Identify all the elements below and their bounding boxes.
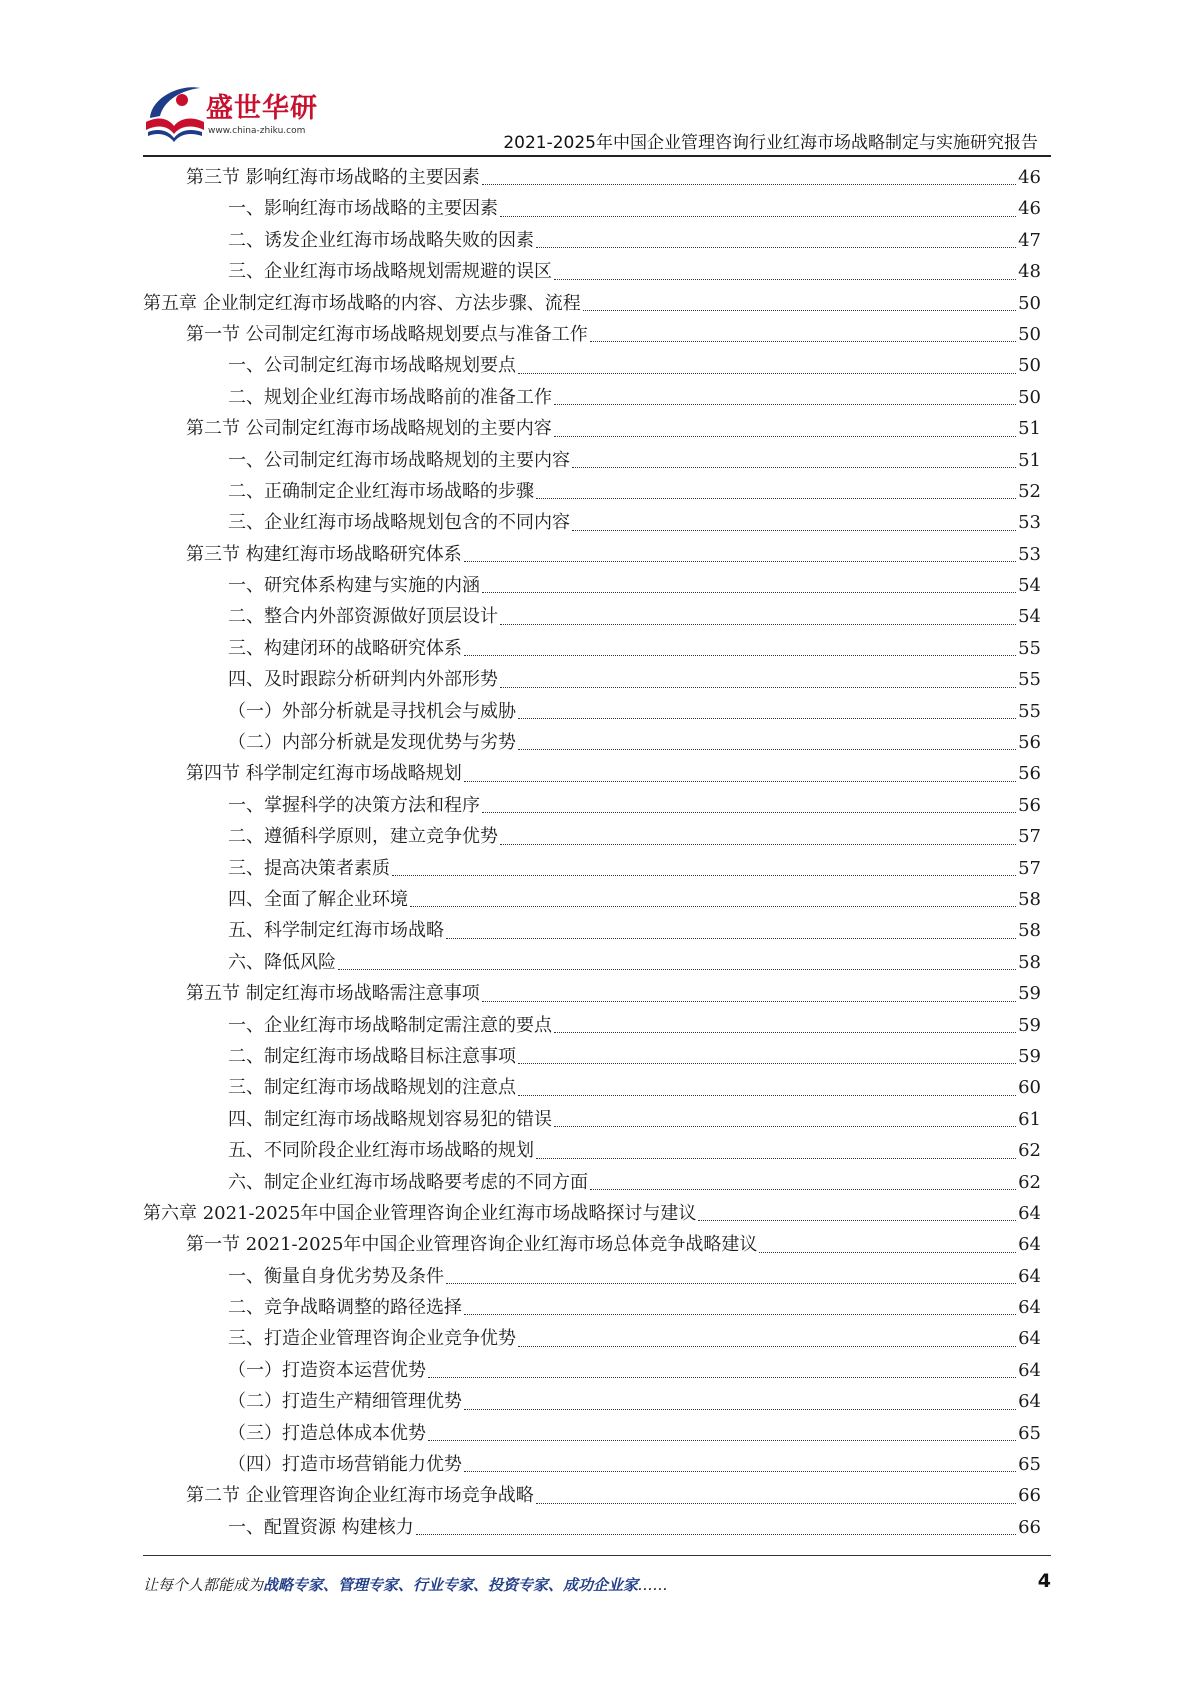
toc-entry-page: 59 bbox=[1018, 1014, 1041, 1036]
toc-entry[interactable] bbox=[143, 319, 1041, 350]
toc-entry-page: 53 bbox=[1018, 543, 1041, 565]
toc-dot-leader bbox=[518, 1094, 1016, 1096]
toc-entry[interactable] bbox=[143, 853, 1041, 884]
toc-entry[interactable] bbox=[143, 225, 1041, 256]
toc-entry-label: 三、提高决策者素质 bbox=[228, 857, 390, 879]
toc-entry-page: 66 bbox=[1018, 1516, 1041, 1538]
toc-dot-leader bbox=[554, 278, 1016, 280]
toc-entry[interactable] bbox=[143, 601, 1041, 632]
toc-entry[interactable] bbox=[143, 1072, 1041, 1103]
toc-entry-label: 二、规划企业红海市场战略前的准备工作 bbox=[228, 386, 552, 408]
toc-entry-page: 64 bbox=[1018, 1328, 1041, 1350]
page-header bbox=[0, 0, 1191, 160]
toc-entry-label: 一、掌握科学的决策方法和程序 bbox=[228, 794, 480, 816]
toc-entry-label: （二）内部分析就是发现优势与劣势 bbox=[228, 732, 516, 754]
toc-entry-page: 58 bbox=[1018, 920, 1041, 942]
toc-entry[interactable] bbox=[143, 539, 1041, 570]
toc-entry-page: 62 bbox=[1018, 1171, 1041, 1193]
toc-entry-label: 五、不同阶段企业红海市场战略的规划 bbox=[228, 1140, 534, 1162]
toc-dot-leader bbox=[536, 497, 1016, 499]
toc-entry-label: 第二节 企业管理咨询企业红海市场竞争战略 bbox=[186, 1485, 534, 1507]
toc-entry-label: （一）外部分析就是寻找机会与威胁 bbox=[228, 700, 516, 722]
toc-entry-label: 第三节 构建红海市场战略研究体系 bbox=[186, 543, 462, 565]
toc-dot-leader bbox=[536, 1502, 1016, 1504]
toc-entry[interactable] bbox=[143, 1355, 1041, 1386]
toc-entry-page: 56 bbox=[1018, 763, 1041, 785]
toc-dot-leader bbox=[464, 1313, 1016, 1315]
toc-entry-label: 四、全面了解企业环境 bbox=[228, 888, 408, 910]
toc-entry-label: 一、衡量自身优劣势及条件 bbox=[228, 1265, 444, 1287]
toc-entry[interactable] bbox=[143, 1167, 1041, 1198]
toc-entry-page: 64 bbox=[1018, 1391, 1041, 1413]
toc-dot-leader bbox=[500, 623, 1016, 625]
toc-entry-label: （二）打造生产精细管理优势 bbox=[228, 1391, 462, 1413]
toc-entry-page: 58 bbox=[1018, 951, 1041, 973]
toc-dot-leader bbox=[572, 529, 1016, 531]
toc-entry-label: 三、构建闭环的战略研究体系 bbox=[228, 637, 462, 659]
toc-dot-leader bbox=[464, 654, 1016, 656]
toc-entry-page: 47 bbox=[1018, 229, 1041, 251]
toc-dot-leader bbox=[518, 1062, 1016, 1064]
toc-dot-leader bbox=[482, 183, 1016, 185]
toc-entry-label: 一、研究体系构建与实施的内涵 bbox=[228, 575, 480, 597]
toc-entry-page: 62 bbox=[1018, 1140, 1041, 1162]
toc-entry-page: 51 bbox=[1018, 418, 1041, 440]
toc-entry[interactable] bbox=[143, 1449, 1041, 1480]
toc-entry[interactable] bbox=[143, 476, 1041, 507]
toc-dot-leader bbox=[446, 937, 1016, 939]
toc-entry-page: 64 bbox=[1018, 1234, 1041, 1256]
slogan-prefix: 让每个人都能成为 bbox=[143, 1576, 264, 1594]
toc-dot-leader bbox=[500, 686, 1016, 688]
toc-entry[interactable] bbox=[143, 947, 1041, 978]
toc-dot-leader bbox=[464, 780, 1016, 782]
toc-entry-page: 59 bbox=[1018, 983, 1041, 1005]
toc-dot-leader bbox=[518, 748, 1016, 750]
toc-entry-label: 一、影响红海市场战略的主要因素 bbox=[228, 198, 498, 220]
book-swoosh-logo-icon bbox=[142, 82, 206, 144]
toc-entry-label: （四）打造市场营销能力优势 bbox=[228, 1454, 462, 1476]
toc-entry-label: 一、企业红海市场战略制定需注意的要点 bbox=[228, 1014, 552, 1036]
toc-entry-page: 64 bbox=[1018, 1359, 1041, 1381]
toc-entry-label: 一、配置资源 构建核力 bbox=[228, 1516, 414, 1538]
toc-entry-label: 第六章 2021-2025年中国企业管理咨询企业红海市场战略探讨与建议 bbox=[143, 1202, 697, 1224]
toc-entry-page: 54 bbox=[1018, 575, 1041, 597]
toc-dot-leader bbox=[554, 1125, 1016, 1127]
toc-dot-leader bbox=[482, 1000, 1016, 1002]
table-of-contents bbox=[143, 162, 1041, 1543]
toc-entry-page: 58 bbox=[1018, 888, 1041, 910]
toc-dot-leader bbox=[572, 466, 1016, 468]
footer-slogan bbox=[143, 1574, 668, 1595]
toc-entry[interactable] bbox=[143, 1261, 1041, 1292]
toc-entry-page: 66 bbox=[1018, 1485, 1041, 1507]
toc-entry-label: 二、诱发企业红海市场战略失败的因素 bbox=[228, 229, 534, 251]
toc-dot-leader bbox=[392, 874, 1016, 876]
toc-entry[interactable] bbox=[143, 1292, 1041, 1323]
toc-dot-leader bbox=[500, 843, 1016, 845]
toc-entry-label: 五、科学制定红海市场战略 bbox=[228, 920, 444, 942]
toc-entry-page: 65 bbox=[1018, 1422, 1041, 1444]
toc-entry-label: 二、竞争战略调整的路径选择 bbox=[228, 1297, 462, 1319]
toc-entry[interactable] bbox=[143, 445, 1041, 476]
toc-entry-page: 65 bbox=[1018, 1454, 1041, 1476]
toc-dot-leader bbox=[428, 1439, 1016, 1441]
toc-dot-leader bbox=[410, 905, 1016, 907]
toc-entry-label: 三、打造企业管理咨询企业竞争优势 bbox=[228, 1328, 516, 1350]
toc-dot-leader bbox=[590, 340, 1016, 342]
toc-entry[interactable] bbox=[143, 193, 1041, 224]
toc-dot-leader bbox=[554, 1031, 1016, 1033]
toc-entry[interactable] bbox=[143, 570, 1041, 601]
toc-entry-label: 第一节 2021-2025年中国企业管理咨询企业红海市场总体竞争战略建议 bbox=[186, 1234, 758, 1256]
toc-entry[interactable] bbox=[143, 288, 1041, 319]
toc-entry[interactable] bbox=[143, 696, 1041, 727]
toc-dot-leader bbox=[554, 435, 1016, 437]
header-divider bbox=[143, 155, 1051, 157]
logo-url: www.china-zhiku.com bbox=[208, 126, 306, 136]
toc-entry-page: 64 bbox=[1018, 1202, 1041, 1224]
toc-dot-leader bbox=[428, 1376, 1016, 1378]
toc-entry-label: 第四节 科学制定红海市场战略规划 bbox=[186, 763, 462, 785]
toc-entry[interactable] bbox=[143, 1386, 1041, 1417]
toc-dot-leader bbox=[464, 1408, 1016, 1410]
toc-dot-leader bbox=[554, 403, 1016, 405]
toc-entry[interactable] bbox=[143, 256, 1041, 287]
toc-entry-page: 48 bbox=[1018, 261, 1041, 283]
toc-dot-leader bbox=[518, 717, 1016, 719]
toc-entry-label: 第二节 公司制定红海市场战略规划的主要内容 bbox=[186, 418, 552, 440]
toc-dot-leader bbox=[583, 309, 1016, 311]
toc-entry-label: 二、正确制定企业红海市场战略的步骤 bbox=[228, 480, 534, 502]
toc-entry-label: 六、降低风险 bbox=[228, 951, 336, 973]
toc-entry-label: 第五节 制定红海市场战略需注意事项 bbox=[186, 983, 480, 1005]
toc-dot-leader bbox=[446, 1282, 1016, 1284]
toc-dot-leader bbox=[536, 246, 1016, 248]
toc-entry[interactable] bbox=[143, 382, 1041, 413]
toc-entry[interactable] bbox=[143, 1229, 1041, 1260]
toc-entry[interactable] bbox=[143, 1198, 1041, 1229]
toc-entry-label: 一、公司制定红海市场战略规划要点 bbox=[228, 355, 516, 377]
toc-dot-leader bbox=[500, 215, 1016, 217]
toc-entry-page: 60 bbox=[1018, 1077, 1041, 1099]
toc-entry-page: 46 bbox=[1018, 167, 1041, 188]
toc-entry-page: 55 bbox=[1018, 637, 1041, 659]
toc-entry-label: 第五章 企业制定红海市场战略的内容、方法步骤、流程 bbox=[143, 292, 581, 314]
toc-entry[interactable] bbox=[143, 664, 1041, 695]
page-number: 4 bbox=[1037, 1570, 1051, 1592]
toc-entry-label: 第三节 影响红海市场战略的主要因素 bbox=[186, 167, 480, 188]
toc-entry-page: 57 bbox=[1018, 857, 1041, 879]
toc-entry-page: 53 bbox=[1018, 512, 1041, 534]
toc-entry-page: 51 bbox=[1018, 449, 1041, 471]
toc-entry[interactable] bbox=[143, 790, 1041, 821]
toc-dot-leader bbox=[536, 1157, 1016, 1159]
toc-entry-page: 56 bbox=[1018, 732, 1041, 754]
toc-entry-page: 56 bbox=[1018, 794, 1041, 816]
toc-dot-leader bbox=[464, 560, 1016, 562]
toc-entry-page: 50 bbox=[1018, 323, 1041, 345]
toc-entry[interactable] bbox=[143, 162, 1041, 193]
toc-entry-page: 50 bbox=[1018, 355, 1041, 377]
toc-dot-leader bbox=[482, 811, 1016, 813]
toc-entry-label: 三、企业红海市场战略规划包含的不同内容 bbox=[228, 512, 570, 534]
toc-entry[interactable] bbox=[143, 1512, 1041, 1543]
toc-entry-label: 第一节 公司制定红海市场战略规划要点与准备工作 bbox=[186, 323, 588, 345]
toc-entry[interactable] bbox=[143, 884, 1041, 915]
toc-dot-leader bbox=[416, 1533, 1016, 1535]
slogan-highlight: 战略专家、管理专家、行业专家、投资专家、成功企业家 bbox=[263, 1576, 639, 1594]
toc-entry[interactable] bbox=[143, 1010, 1041, 1041]
toc-dot-leader bbox=[759, 1251, 1016, 1253]
footer-divider bbox=[143, 1555, 1051, 1556]
toc-entry-label: （三）打造总体成本优势 bbox=[228, 1422, 426, 1444]
toc-entry-page: 55 bbox=[1018, 669, 1041, 691]
toc-dot-leader bbox=[590, 1188, 1016, 1190]
toc-entry-label: 二、整合内外部资源做好顶层设计 bbox=[228, 606, 498, 628]
toc-entry-page: 50 bbox=[1018, 292, 1041, 314]
toc-entry-page: 64 bbox=[1018, 1297, 1041, 1319]
toc-entry[interactable] bbox=[143, 350, 1041, 381]
toc-entry[interactable] bbox=[143, 978, 1041, 1009]
toc-entry-page: 57 bbox=[1018, 826, 1041, 848]
toc-entry-label: 一、公司制定红海市场战略规划的主要内容 bbox=[228, 449, 570, 471]
toc-entry-label: 六、制定企业红海市场战略要考虑的不同方面 bbox=[228, 1171, 588, 1193]
toc-entry-page: 64 bbox=[1018, 1265, 1041, 1287]
toc-dot-leader bbox=[482, 591, 1016, 593]
toc-entry[interactable] bbox=[143, 1104, 1041, 1135]
toc-entry[interactable] bbox=[143, 1041, 1041, 1072]
toc-entry[interactable] bbox=[143, 507, 1041, 538]
toc-entry[interactable] bbox=[143, 1480, 1041, 1511]
toc-entry-label: 二、制定红海市场战略目标注意事项 bbox=[228, 1045, 516, 1067]
toc-entry[interactable] bbox=[143, 1135, 1041, 1166]
report-title: 2021-2025年中国企业管理咨询行业红海市场战略制定与实施研究报告 bbox=[503, 133, 1038, 153]
toc-entry[interactable] bbox=[143, 758, 1041, 789]
toc-entry-page: 59 bbox=[1018, 1045, 1041, 1067]
toc-entry-page: 54 bbox=[1018, 606, 1041, 628]
toc-entry-page: 46 bbox=[1018, 198, 1041, 220]
toc-dot-leader bbox=[338, 968, 1016, 970]
toc-entry[interactable] bbox=[143, 1323, 1041, 1354]
toc-dot-leader bbox=[698, 1219, 1016, 1221]
toc-dot-leader bbox=[518, 372, 1016, 374]
toc-entry-page: 50 bbox=[1018, 386, 1041, 408]
toc-entry[interactable] bbox=[143, 413, 1041, 444]
toc-dot-leader bbox=[464, 1470, 1016, 1472]
slogan-suffix: …… bbox=[638, 1576, 669, 1594]
toc-entry-label: 四、及时跟踪分析研判内外部形势 bbox=[228, 669, 498, 691]
toc-entry[interactable] bbox=[143, 915, 1041, 946]
toc-entry[interactable] bbox=[143, 727, 1041, 758]
toc-entry[interactable] bbox=[143, 821, 1041, 852]
toc-entry-page: 52 bbox=[1018, 480, 1041, 502]
toc-entry-label: 二、遵循科学原则，建立竞争优势 bbox=[228, 826, 498, 848]
toc-dot-leader bbox=[518, 1345, 1016, 1347]
toc-entry-label: 四、制定红海市场战略规划容易犯的错误 bbox=[228, 1108, 552, 1130]
company-logo bbox=[142, 80, 318, 150]
toc-entry-page: 61 bbox=[1018, 1108, 1041, 1130]
toc-entry-page: 55 bbox=[1018, 700, 1041, 722]
toc-entry[interactable] bbox=[143, 1418, 1041, 1449]
logo-text: 盛世华研 bbox=[206, 93, 318, 124]
toc-entry-label: 三、企业红海市场战略规划需规避的误区 bbox=[228, 261, 552, 283]
toc-entry-label: 三、制定红海市场战略规划的注意点 bbox=[228, 1077, 516, 1099]
toc-entry-label: （一）打造资本运营优势 bbox=[228, 1359, 426, 1381]
toc-entry[interactable] bbox=[143, 633, 1041, 664]
